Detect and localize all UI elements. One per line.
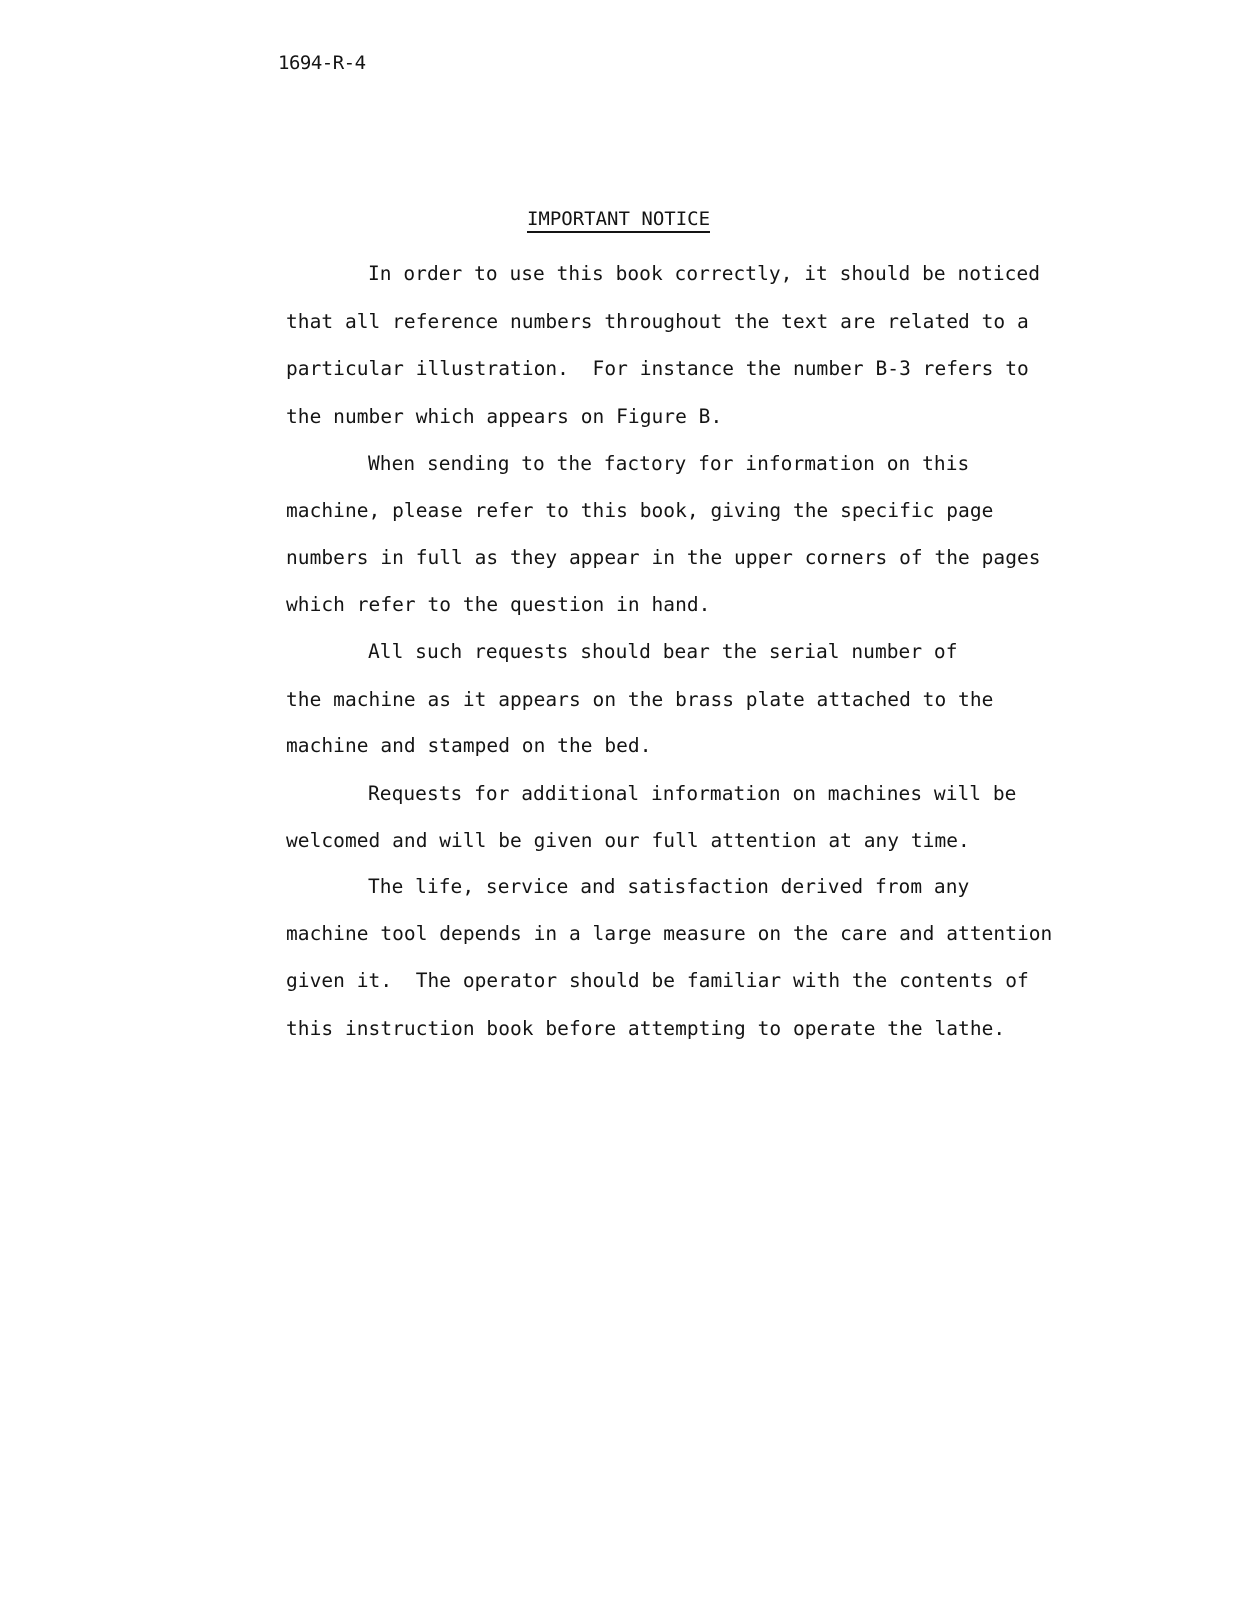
text-line: All such requests should bear the serial number of	[368, 640, 958, 663]
text-line: When sending to the factory for information on this	[368, 452, 970, 475]
text-line: Requests for additional information on machines will be	[368, 782, 1017, 805]
text-line: given it. The operator should be familiar with the contents of	[286, 969, 1029, 992]
text-line: that all reference numbers throughout the text are related to a	[286, 310, 1029, 333]
text-line: the machine as it appears on the brass plate attached to the	[286, 688, 994, 711]
text-line: which refer to the question in hand.	[286, 593, 711, 616]
text-line: The life, service and satisfaction derived from any	[368, 875, 970, 898]
text-line: machine and stamped on the bed.	[286, 734, 652, 757]
text-line: numbers in full as they appear in the upper corners of the pages	[286, 546, 1041, 569]
text-line: welcomed and will be given our full attention at any time.	[286, 829, 970, 852]
text-line: the number which appears on Figure B.	[286, 405, 723, 428]
text-line: machine tool depends in a large measure on the care and attention	[286, 922, 1053, 945]
notice-title	[0, 208, 1237, 230]
page-number: 1694-R-4	[278, 52, 366, 74]
notice-title-text: IMPORTANT NOTICE	[527, 208, 710, 233]
text-line: machine, please refer to this book, giving the specific page	[286, 499, 994, 522]
text-line: particular illustration. For instance the number B-3 refers to	[286, 357, 1029, 380]
text-line: this instruction book before attempting to operate the lathe.	[286, 1017, 1006, 1040]
text-line: In order to use this book correctly, it should be noticed	[368, 262, 1041, 285]
